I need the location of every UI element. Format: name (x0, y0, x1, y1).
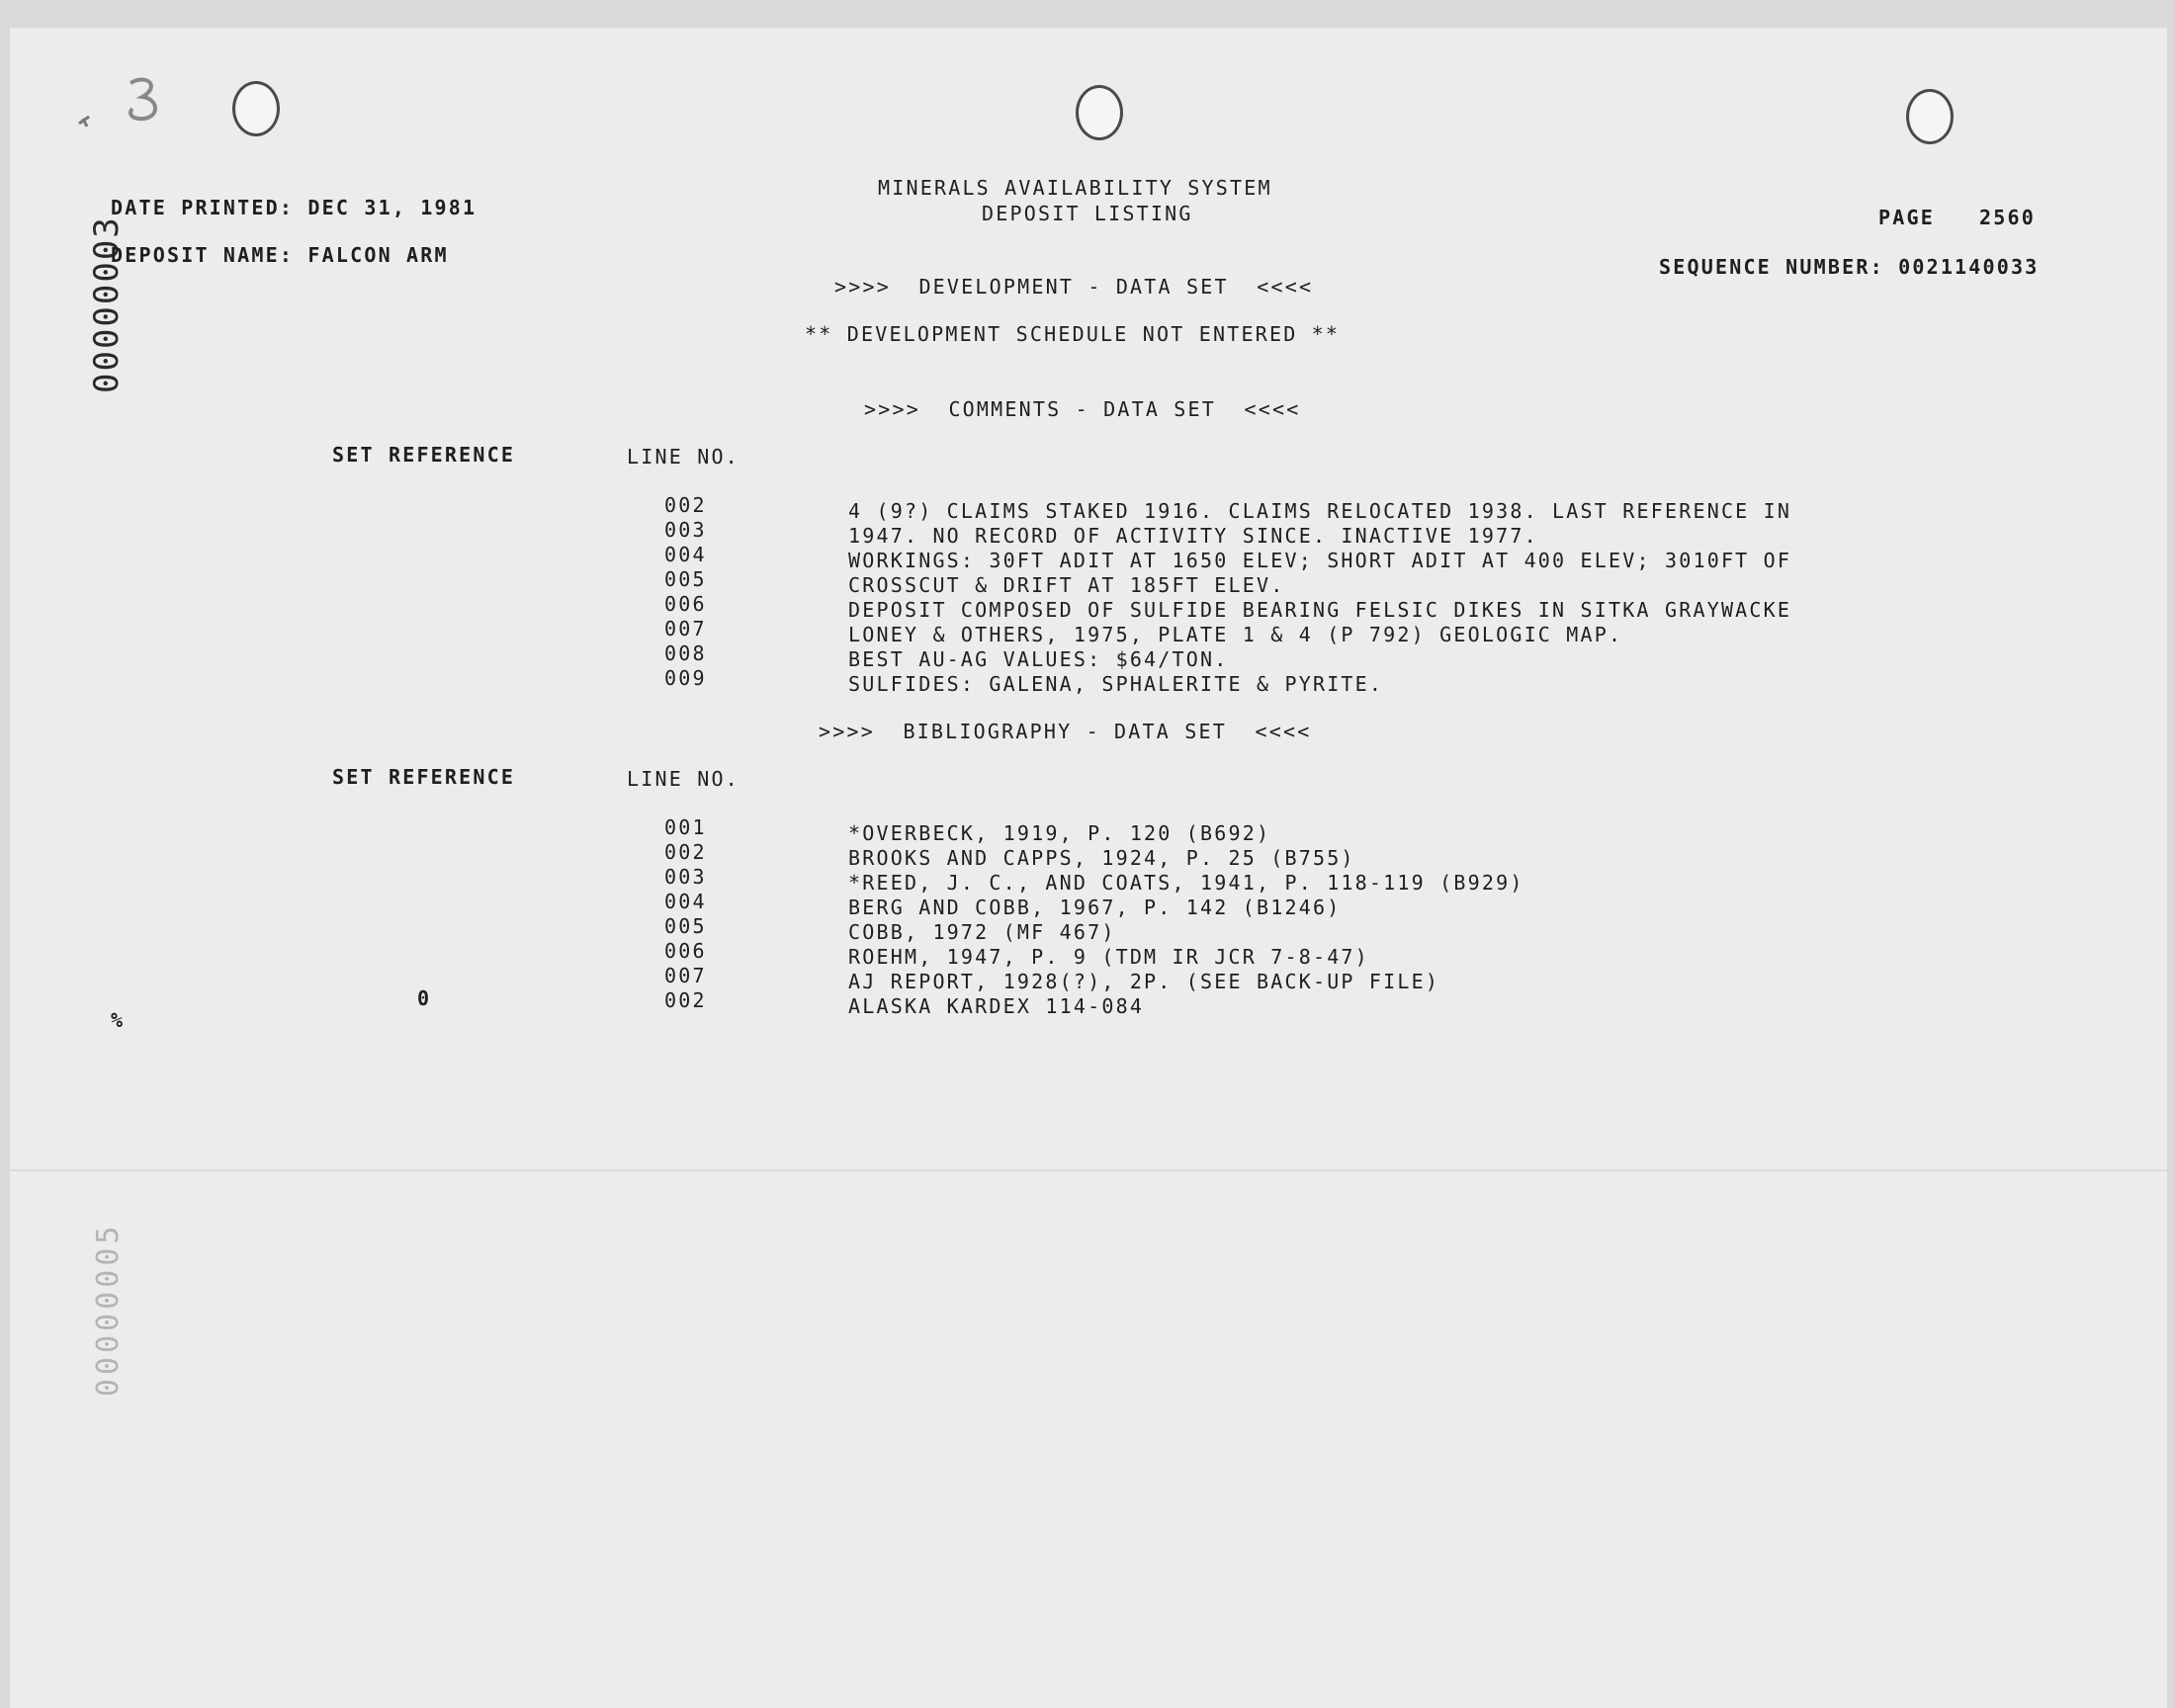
comment-line-no: 002 (664, 493, 707, 517)
comment-line-no: 006 (664, 592, 707, 616)
bibliography-line-no: 005 (664, 914, 707, 938)
comment-line-no: 005 (664, 567, 707, 591)
bibliography-text: BERG AND COBB, 1967, P. 142 (B1246) (848, 896, 1342, 919)
comment-line-no: 004 (664, 543, 707, 566)
bibliography-text: COBB, 1972 (MF 467) (848, 920, 1116, 944)
bibliography-col-set-reference: SET REFERENCE (332, 765, 516, 789)
comment-text: WORKINGS: 30FT ADIT AT 1650 ELEV; SHORT ADIT AT 400 ELEV; 3010FT OF (848, 549, 1792, 572)
bibliography-text: ROEHM, 1947, P. 9 (TDM IR JCR 7-8-47) (848, 945, 1369, 969)
bibliography-text: *REED, J. C., AND COATS, 1941, P. 118-119 (B929) (848, 871, 1524, 895)
comment-line-no: 007 (664, 617, 707, 640)
comment-text: 4 (9?) CLAIMS STAKED 1916. CLAIMS RELOCATED 1938. LAST REFERENCE IN (848, 499, 1792, 523)
page-label: PAGE (1878, 206, 1935, 229)
bibliography-line-no: 006 (664, 939, 707, 963)
listing-title: DEPOSIT LISTING (982, 202, 1193, 225)
development-heading: >>>> DEVELOPMENT - DATA SET <<<< (834, 275, 1314, 299)
deposit-name: DEPOSIT NAME: FALCON ARM (111, 243, 449, 267)
comment-text: SULFIDES: GALENA, SPHALERITE & PYRITE. (848, 672, 1384, 696)
bibliography-line-no: 002 (664, 988, 707, 1012)
bibliography-line-no: 003 (664, 865, 707, 889)
comments-heading: >>>> COMMENTS - DATA SET <<<< (864, 397, 1301, 421)
comments-col-line-no: LINE NO. (627, 445, 740, 469)
margin-stamp-faint: 00000005 (91, 1222, 126, 1397)
development-note: ** DEVELOPMENT SCHEDULE NOT ENTERED ** (805, 322, 1341, 346)
punch-hole-right (1906, 89, 1954, 144)
bibliography-line-no: 001 (664, 815, 707, 839)
comments-col-set-reference: SET REFERENCE (332, 443, 516, 467)
bibliography-text: ALASKA KARDEX 114-084 (848, 994, 1145, 1018)
printout-page (10, 28, 2167, 1708)
bibliography-set-reference: 0 (417, 986, 432, 1010)
comment-text: LONEY & OTHERS, 1975, PLATE 1 & 4 (P 792) GEOLOGIC MAP. (848, 623, 1623, 646)
bibliography-col-line-no: LINE NO. (627, 767, 740, 791)
sequence-number: SEQUENCE NUMBER: 0021140033 (1659, 255, 2040, 279)
comment-line-no: 003 (664, 518, 707, 542)
comment-line-no: 008 (664, 641, 707, 665)
comment-text: 1947. NO RECORD OF ACTIVITY SINCE. INACTIVE 1977. (848, 524, 1538, 548)
date-printed: DATE PRINTED: DEC 31, 1981 (111, 196, 478, 219)
bibliography-text: *OVERBECK, 1919, P. 120 (B692) (848, 821, 1271, 845)
fold-line (10, 1169, 2167, 1171)
bibliography-heading: >>>> BIBLIOGRAPHY - DATA SET <<<< (819, 720, 1312, 743)
page-number: 2560 (1979, 206, 2036, 229)
punch-hole-left (232, 81, 280, 136)
punch-hole-center (1076, 85, 1123, 140)
margin-stamp: 00000003 (87, 215, 127, 393)
comment-text: BEST AU-AG VALUES: $64/TON. (848, 647, 1229, 671)
handwritten-mark (69, 69, 178, 138)
comment-text: DEPOSIT COMPOSED OF SULFIDE BEARING FELSIC DIKES IN SITKA GRAYWACKE (848, 598, 1792, 622)
bibliography-text: BROOKS AND CAPPS, 1924, P. 25 (B755) (848, 846, 1355, 870)
system-title: MINERALS AVAILABILITY SYSTEM (878, 176, 1272, 200)
comment-text: CROSSCUT & DRIFT AT 185FT ELEV. (848, 573, 1285, 597)
percent-mark: % (111, 1008, 126, 1032)
comment-line-no: 009 (664, 666, 707, 690)
bibliography-text: AJ REPORT, 1928(?), 2P. (SEE BACK-UP FILE) (848, 970, 1440, 993)
bibliography-line-no: 007 (664, 964, 707, 987)
bibliography-line-no: 004 (664, 890, 707, 913)
bibliography-line-no: 002 (664, 840, 707, 864)
